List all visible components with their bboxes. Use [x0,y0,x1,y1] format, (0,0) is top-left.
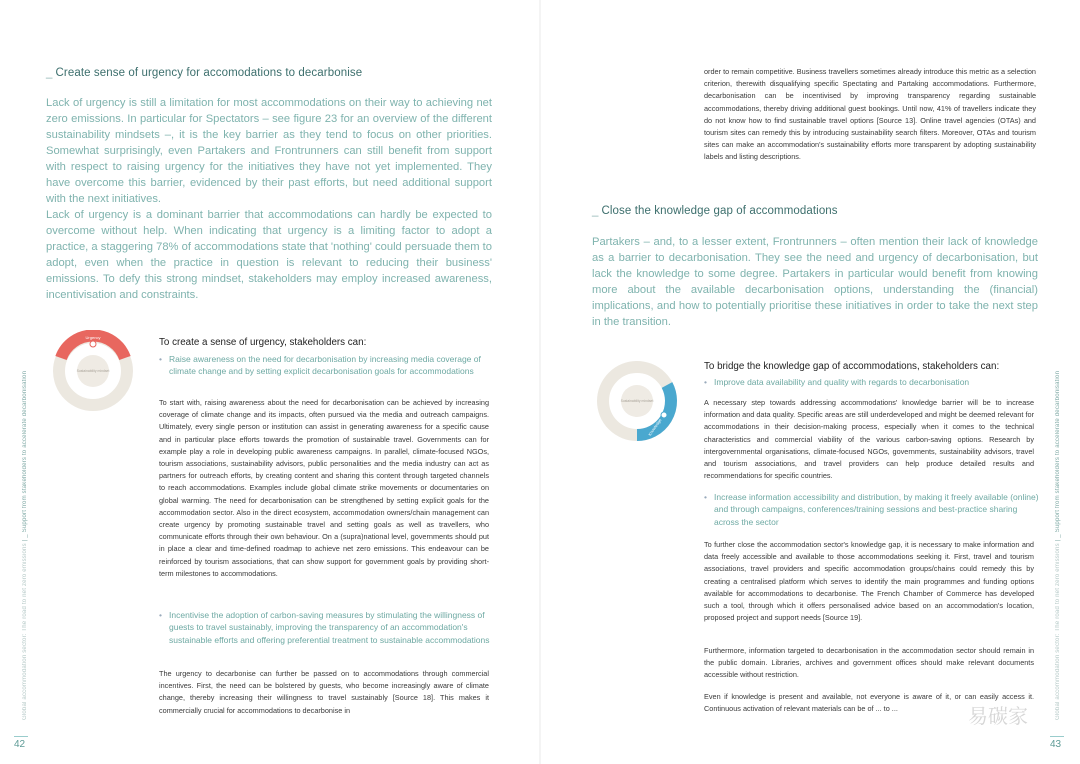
knowledge-body-2: To further close the accommodation sector's knowledge gap, it is necessary to make information and data freely accessible and available to those accommodations seeking it. First, travel and tourism associations, travel providers and specific accommodation groups/chains could remedy this by creating a centralised platform which serves to identify the main programmes and funding options available for accommodations to decarbonise. The French Chamber of Commerce has developed such a tool, through which it offers personalised advice based on an accommodation's location, proposed project and support needs [Source 19]. [704,540,1034,623]
bullet-text: Improve data availability and quality with regards to decarbonisation [714,377,970,387]
knowledge-box-title: To bridge the knowledge gap of accommodations, stakeholders can: [704,361,1000,372]
diagram-center-label: Sustainability mindset [76,369,110,373]
sidebar-title: Global accommodation sector: The road to net zero emissions [1055,543,1061,720]
sidebar-title: Global accommodation sector: The road to net zero emissions [22,543,28,720]
bullet-dot-icon: • [704,492,707,502]
knowledge-body-4: Even if knowledge is present and available, not everyone is aware of it, or can easily access it. Continuous activation of relevant materials can be of ... to ... [704,692,1034,714]
urgency-bullet-incentivise [159,609,499,646]
knowledge-body-3: Furthermore, information targeted to decarbonisation in the accommodation sector should remain in the public domain. Libraries, archives and government offices should make relevant documents accessible without restriction. [704,646,1034,680]
diagram-highlight-label: Knowledge [647,417,663,437]
urgency-body-2: The urgency to decarbonise can further be passed on to accommodations through commercial incentives. First, the need can be bolstered by guests, who become increasingly aware of climate change, thereby increasing their willingness to travel sustainably [Source 18]. This makes it commercially crucial for accommodations to decarbonise in [159,669,489,715]
sidebar-section: | _ Support from stakeholders to accelerate decarbonisation [22,370,28,542]
urgency-box-title: To create a sense of urgency, stakeholders can: [159,337,367,348]
knowledge-bullet-data [704,376,1044,388]
bullet-text: Incentivise the adoption of carbon-saving measures by stimulating the willingness of guests to travel sustainably, improving the transparency of an accommodation's sustainable efforts and offering preferential treatment to sustainable accommodations [169,610,490,645]
continued-body: order to remain competitive. Business travellers sometimes already introduce this metric as a selection criterion, therewith disqualifying specific Spectating and Partaking accommodations. Furthermore, decarbonisation can be incentivised by improving transparency regarding sustainable accommodations, thereby driving additional guest bookings. Until now, 41% of travellers indicate they do not know how to find sustainable travel options [Source 13]. Online travel agencies (OTAs) and tourism sites can remedy this by introducing sustainability search filters. Moreover, OTAs and tourism sites can make an accommodation's sustainability efforts more transparent by adopting sustainability labels and listing descriptions. [704,67,1036,162]
urgency-bullet-awareness [159,353,484,378]
lead-paragraph: Lack of urgency is still a limitation for most accommodations on their way to achieving net zero emissions. In particular for Spectators – see figure 23 for an overview of the different sustainability mindsets –, it is the key barrier as they tend to focus on other priorities. Somewhat surprisingly, even Partakers and Frontrunners can still benefit from support with respect to raising urgency for the initiatives they have not yet implemented. They have overcome this barrier, evidenced by their past efforts, but need additional support with the next initiatives. [46,97,492,205]
bullet-dot-icon: • [159,610,162,620]
urgency-mindset-diagram [52,330,134,412]
running-sidebar-left [22,340,34,720]
page-number: 42 [14,739,26,750]
watermark-logo: 易碳家 [968,704,1028,728]
knowledge-lead: Partakers – and, to a lesser extent, Frontrunners – often mention their lack of knowledge as a barrier to decarbonisation. They see the need and urgency of decarbonisation, but lack the knowledge to some degree. Partakers in particular would benefit from knowing more about the available decarbonisation options, understanding the (financial) implications, and how to potentially prioritise these initiatives in order to take the next step in the transition. [592,236,1038,328]
heading-underscore: _ [46,67,53,79]
bullet-dot-icon: • [159,354,162,364]
page-number-rule [1050,736,1064,737]
running-sidebar-right [1055,340,1067,720]
urgency-body-1: To start with, raising awareness about the need for decarbonisation can be achieved by increasing coverage of climate change and its impacts, often pursued via the media and outreach campaigns. Ultimately, every single person or institution can assist in generating awareness for a specific cause and in particular place efforts towards the promotion of sustainable travel. Governments can for example play a role in developing public awareness campaigns. In parallel, climate-focused NGOs, tourism associations, sustainability advisors, public personalities and the media industry can act as partners for outreach efforts, by creating content and sharing this content through targeted channels to reach accommodations. Examples include global climate strike movements or documentaries on global warming. The need for decarbonisation can be strengthened by setting explicit goals for the accommodation sector. Also in the direct ecosystem, accommodation owners/chain management can create urgency by promoting sustainable travel and setting goals as well as travellers, who communicate efforts through their own behaviour. On a (supra)national level, governments should put in place a clear and time-defined roadmap to achieve net zero emissions. This endeavour can be reinforced by tourism associations, that can show support for government goals by providing short-term milestones to accommodations. [159,398,489,578]
right-page [540,0,1080,764]
diagram-highlight-label: Urgency [85,335,101,340]
bullet-dot-icon: • [704,377,707,387]
bullet-text: Raise awareness on the need for decarbonisation by increasing media coverage of climate change and by setting explicit decarbonisation goals for accommodations [169,354,481,377]
knowledge-mindset-diagram [596,360,678,442]
urgency-lead [46,95,492,303]
page-number: 43 [1050,739,1062,750]
urgency-heading [46,67,362,79]
lead-paragraph: Lack of urgency is a dominant barrier that accommodations can hardly be expected to overcome without help. When indicating that urgency is a limiting factor to adopt a practice, a staggering 78% of accommodations state that 'nothing' could persuade them to adopt, even when the practice in question is relevant to reducing their business' emissions. To defy this strong mindset, stakeholders may employ increased awareness, incentivisation and constraints. [46,209,492,301]
diagram-center-label: Sustainability mindset [620,399,654,403]
heading-text: Create sense of urgency for accomodations to decarbonise [55,67,363,79]
knowledge-bullet-accessibility [704,491,1044,528]
page-number-rule [14,736,28,737]
bullet-text: Increase information accessibility and distribution, by making it freely available (online) and through campaigns, conferences/training sessions and best-practice sharing across the sector [714,492,1039,527]
knowledge-body-1: A necessary step towards addressing accommodations' knowledge barrier will be to increase information and data quality. Specific areas are still underdeveloped and might be deemed relevant for accommodations in their decision-making process, especially when it comes to the technical characteristics and commercial viability of the various carbon-saving options. Research by intergovernmental organisations, climate-focused NGOs, governments, sustainability advisors, travel and tourism associations, and travel providers can help produce detailed results and recommendations for specific countries. [704,398,1034,481]
heading-underscore: _ [592,205,599,217]
heading-text: Close the knowledge gap of accommodations [601,205,838,217]
knowledge-heading [592,205,838,217]
sidebar-section: | _ Support from stakeholders to accelerate decarbonisation [1055,370,1061,542]
